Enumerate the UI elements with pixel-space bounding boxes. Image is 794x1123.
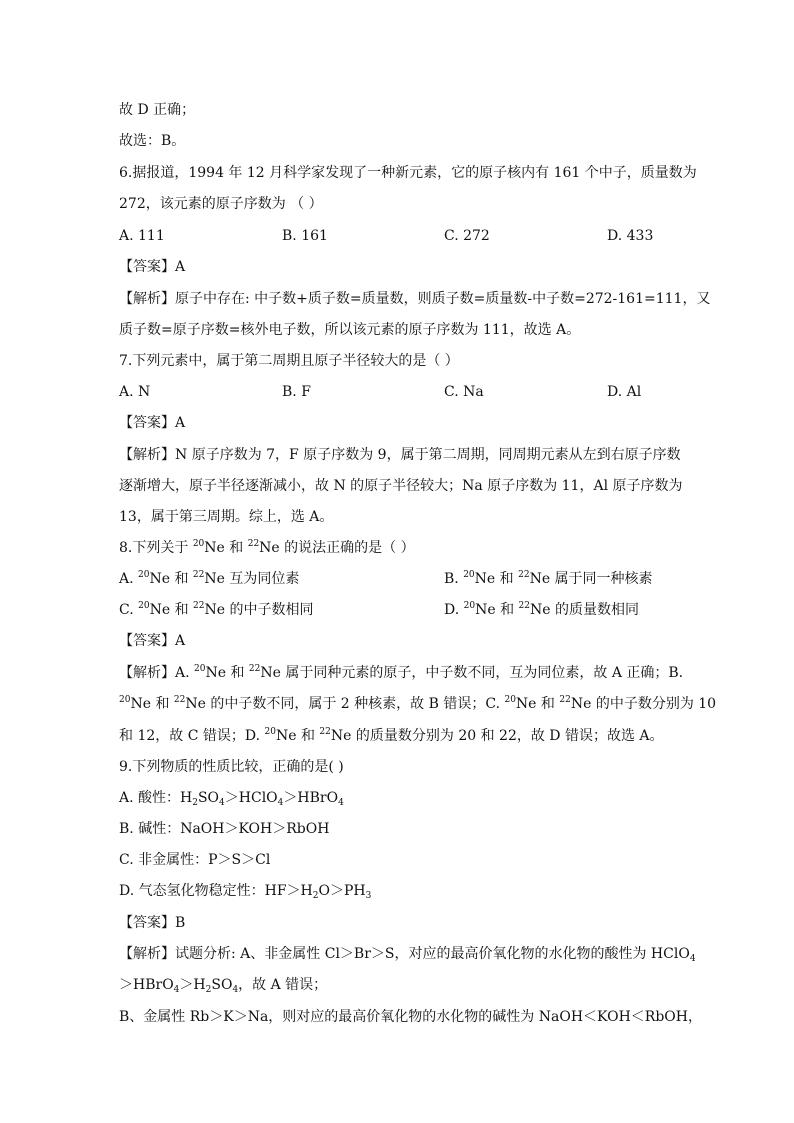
element-symbol: Ne [529, 571, 551, 587]
analysis-text: 质子数=原子序数=核外电子数，所以该元素的原子序数为 111，故选 A。 [119, 322, 581, 338]
mass-number: 22 [248, 664, 261, 674]
text-span: 的说法正确的是（ ） [284, 540, 415, 556]
element-symbol: Ne [185, 696, 206, 712]
text-span: 8.下列关于 [119, 540, 193, 556]
option-b: B. 161 [282, 228, 328, 244]
analysis-text [119, 663, 683, 683]
analysis-text: B、金属性 Rb＞K＞Na，则对应的最高价氧化物的水化物的碱性为 NaOH＜KOH＜RbOH， [119, 1009, 702, 1025]
analysis-text [119, 726, 664, 746]
text-span: 和 [499, 571, 519, 587]
option-b: B. F [282, 384, 311, 400]
mass-number: 20 [463, 601, 476, 611]
option-b: B. 碱性：NaOH＞KOH＞RbOH [119, 821, 330, 837]
element-symbol: Ne [204, 602, 226, 618]
text-span: 和 [155, 696, 174, 712]
subscript: 4 [232, 985, 239, 995]
subscript: 4 [689, 954, 696, 964]
mass-number: 20 [138, 601, 150, 611]
option-d: D. Al [607, 384, 642, 400]
text-span: 互为同位素 [229, 571, 300, 587]
option-b [444, 569, 653, 589]
text-span: B. [444, 571, 464, 587]
text-span: SO [197, 790, 220, 806]
mass-number: 22 [559, 695, 571, 705]
option-a [119, 569, 299, 589]
text-line: 故选：B。 [119, 133, 186, 149]
mass-number: 22 [193, 601, 205, 611]
text-span: 和 [500, 602, 519, 618]
text-span: 和 12，故 C 错误；D. [119, 728, 265, 744]
question-8-stem [119, 538, 415, 558]
option-d: D. 433 [607, 228, 654, 244]
mass-number: 20 [119, 695, 131, 705]
text-span: SO [211, 977, 233, 993]
element-symbol: Ne [204, 571, 225, 587]
option-d [444, 600, 639, 620]
option-c: C. 272 [444, 228, 490, 244]
text-span: O＞PH [318, 883, 366, 899]
text-span: 属于同种元素的原子，中子数不同，互为同位素，故 A 正确；B. [285, 665, 684, 681]
text-span: 的质量数相同 [555, 602, 639, 618]
mass-number: 22 [247, 539, 260, 549]
mass-number: 22 [319, 727, 331, 737]
text-span: ，故 A 错误； [238, 977, 328, 993]
element-symbol: Ne [149, 602, 171, 618]
subscript: 4 [219, 798, 225, 808]
mass-number: 20 [194, 664, 206, 674]
text-span: 和 [230, 665, 249, 681]
mass-number: 22 [173, 695, 186, 705]
element-symbol: Ne [530, 602, 551, 618]
analysis-text: 13，属于第三周期。综上，选 A。 [119, 509, 334, 525]
question-6-stem: 272，该元素的原子序数为 （ ） [119, 196, 323, 212]
mass-number: 20 [192, 539, 205, 549]
text-span: 和 [300, 728, 320, 744]
mass-number: 22 [518, 601, 530, 611]
text-span: 和 [174, 571, 193, 587]
mass-number: 20 [138, 570, 150, 580]
text-span: ＞HBrO [119, 977, 174, 993]
text-span: A. [119, 571, 139, 587]
subscript: 4 [277, 798, 284, 808]
question-9-stem: 9.下列物质的性质比较，正确的是( ) [119, 759, 344, 775]
subscript: 3 [365, 891, 372, 901]
text-span: ＞HBrO [283, 790, 339, 806]
subscript: 2 [205, 985, 212, 995]
text-line: 故 D 正确； [119, 102, 196, 118]
answer-label: 【答案】A [119, 259, 186, 275]
subscript: 4 [173, 985, 180, 995]
answer-label: 【答案】B [119, 915, 186, 931]
option-d [119, 881, 371, 901]
text-span: C. [119, 602, 139, 618]
text-span: ＞H [179, 977, 206, 993]
element-symbol: Ne [205, 665, 227, 681]
mass-number: 22 [518, 570, 530, 580]
text-span: D. [444, 602, 464, 618]
text-span: A. 酸性：H [119, 790, 193, 806]
text-span: 的中子数分别为 10 [595, 696, 717, 712]
question-6-stem: 6.据报道，1994 年 12 月科学家发现了一种新元素，它的原子核内有 161 个中子，质量数为 [119, 165, 697, 181]
analysis-text [119, 944, 696, 964]
text-span: 和 [174, 602, 194, 618]
option-a: A. N [119, 384, 151, 400]
option-c: C. 非金属性：P＞S＞Cl [119, 852, 271, 868]
text-span: 的中子数不同，属于 2 种核素，故 B 错误；C. [210, 696, 505, 712]
element-symbol: Ne [204, 540, 225, 556]
question-7-stem: 7.下列元素中，属于第二周期且原子半径较大的是（ ） [119, 353, 459, 369]
analysis-text [119, 694, 716, 714]
element-symbol: Ne [570, 696, 592, 712]
subscript: 4 [338, 798, 344, 808]
element-symbol: Ne [259, 540, 280, 556]
text-span: 【解析】试题分析: A、非金属性 Cl＞Br＞S，对应的最高价氧化物的水化物的酸性为 HClO [119, 946, 690, 962]
element-symbol: Ne [149, 571, 171, 587]
element-symbol: Ne [475, 602, 496, 618]
element-symbol: Ne [474, 571, 496, 587]
mass-number: 20 [504, 695, 516, 705]
mass-number: 22 [192, 570, 205, 580]
analysis-text: 【解析】原子中存在: 中子数+质子数=质量数，则质子数=质量数-中子数=272-161=111，又 [119, 291, 711, 307]
text-span: 的质量数分别为 20 和 22，故 D 错误；故选 A。 [355, 728, 664, 744]
text-span: ＞HClO [224, 790, 278, 806]
element-symbol: Ne [330, 728, 352, 744]
option-a [119, 788, 344, 808]
text-span: 【解析】A. [119, 665, 195, 681]
option-c [119, 600, 313, 620]
subscript: 2 [312, 891, 319, 901]
analysis-text: 【解析】N 原子序数为 7，F 原子序数为 9，属于第二周期，同周期元素从左到右原子序数 [119, 447, 681, 463]
text-span: 和 [229, 540, 248, 556]
text-span: 的中子数相同 [229, 602, 314, 618]
text-span: D. 气态氢化物稳定性：HF＞H [119, 883, 313, 899]
mass-number: 20 [463, 570, 475, 580]
text-span: 属于同一种核素 [554, 571, 653, 587]
analysis-text: 逐渐增大，原子半径逐渐减小，故 N 的原子半径较大；Na 原子序数为 11，Al 原子序数为 [119, 478, 683, 494]
element-symbol: Ne [130, 696, 151, 712]
option-c: C. Na [444, 384, 484, 400]
text-span: 和 [540, 696, 560, 712]
element-symbol: Ne [275, 728, 297, 744]
mass-number: 20 [264, 727, 276, 737]
element-symbol: Ne [260, 665, 281, 681]
answer-label: 【答案】A [119, 633, 186, 649]
subscript: 2 [192, 798, 198, 808]
option-a: A. 111 [119, 228, 165, 244]
answer-label: 【答案】A [119, 415, 186, 431]
element-symbol: Ne [515, 696, 537, 712]
analysis-text [119, 975, 327, 995]
